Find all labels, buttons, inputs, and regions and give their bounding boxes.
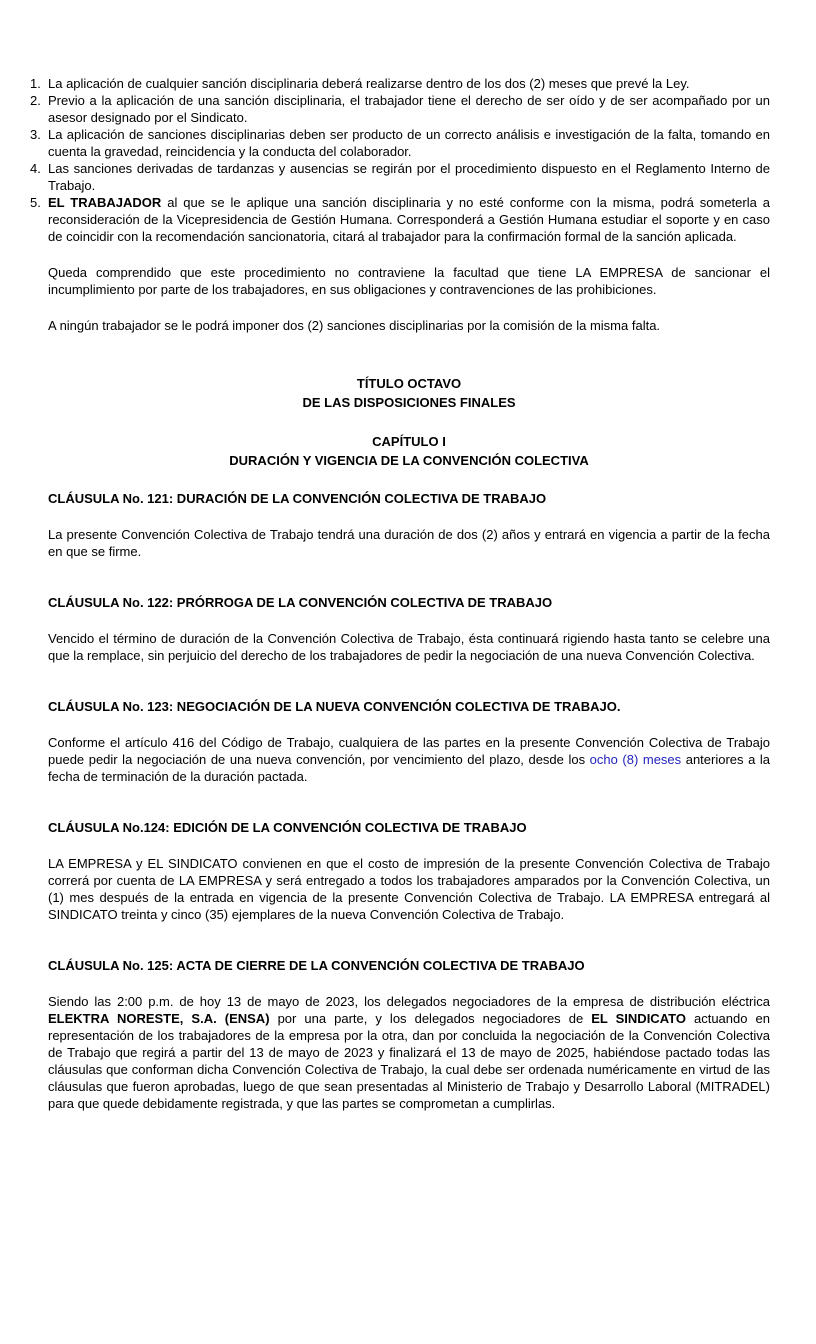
rule-number: 4.: [30, 161, 41, 176]
titulo-octavo-line2: DE LAS DISPOSICIONES FINALES: [302, 395, 516, 410]
rule-text: La aplicación de sanciones disciplinarias deben ser producto de un correcto análisis e investigación de la falta, tomando en cuenta la gravedad, reincidencia y la conducta del colaborador.: [48, 127, 770, 159]
clause-123-text-before: Conforme el artículo 416 del Código de Trabajo, cualquiera de las partes en la presente Convención Colectiva de Trabajo puede pedir la negociación de una nueva convención, por vencimiento del plazo, desde los: [48, 735, 770, 767]
clause-123-body: [48, 734, 770, 785]
rule-number: 5.: [30, 195, 41, 210]
clause-124-heading: CLÁUSULA No.124: EDICIÓN DE LA CONVENCIÓN COLECTIVA DE TRABAJO: [48, 820, 527, 835]
clause-125-heading: CLÁUSULA No. 125: ACTA DE CIERRE DE LA CONVENCIÓN COLECTIVA DE TRABAJO: [48, 958, 585, 973]
clause-122-heading: CLÁUSULA No. 122: PRÓRROGA DE LA CONVENCIÓN COLECTIVA DE TRABAJO: [48, 595, 553, 610]
clause-122-body: Vencido el término de duración de la Convención Colectiva de Trabajo, ésta continuará rigiendo hasta tanto se celebre una que la remplace, sin perjuicio del derecho de los trabajadores de pedir la negociación de una nueva Convención Colectiva.: [48, 631, 770, 663]
clause-124-body: LA EMPRESA y EL SINDICATO convienen en que el costo de impresión de la presente Convención Colectiva de Trabajo correrá por cuenta de LA EMPRESA y será entregado a todos los trabajadores amparados por la Convención Colectiva, un (1) mes después de la entrada en vigencia de la presente Convención Colectiva de Trabajo. LA EMPRESA entregará al SINDICATO treinta y cinco (35) ejemplares de la nueva Convención Colectiva de Trabajo.: [48, 856, 770, 922]
capitulo-i-line2: DURACIÓN Y VIGENCIA DE LA CONVENCIÓN COLECTIVA: [229, 453, 589, 468]
rule-text: La aplicación de cualquier sanción disciplinaria deberá realizarse dentro de los dos (2) meses que prevé la Ley.: [48, 76, 690, 91]
titulo-octavo-line1: TÍTULO OCTAVO: [356, 376, 462, 391]
clause-125-seg3: actuando en representación de los trabajadores de la empresa por la otra, dan por concluida la negociación de la Convención Colectiva de Trabajo que regirá a partir del 13 de mayo de 2023 y finalizará el 13 de mayo de 2025, habiéndose pactado todas las cláusulas que conforman dicha Convención Colectiva de Trabajo, la cual debe ser ordenada numéricamente en virtud de las cláusulas que fueron aprobadas, luego de que sean presentadas al Ministerio de Trabajo y Desarrollo Laboral (MITRADEL) para que quede debidamente registrada, y que las partes se comprometan a cumplirlas.: [48, 1011, 770, 1111]
rule-text: Previo a la aplicación de una sanción disciplinaria, el trabajador tiene el derecho de ser oído y de ser acompañado por un asesor designado por el Sindicato.: [48, 93, 770, 125]
clause-125-seg2: por una parte, y los delegados negociadores de: [269, 1011, 592, 1026]
clause-125-body: [48, 993, 770, 1112]
rule-bold-lead: EL TRABAJADOR: [48, 195, 162, 210]
rule-number: 3.: [30, 127, 41, 142]
rule-text: Las sanciones derivadas de tardanzas y ausencias se regirán por el procedimiento dispuesto en el Reglamento Interno de Trabajo.: [48, 161, 770, 193]
rule-text-rest: al que se le aplique una sanción disciplinaria y no esté conforme con la misma, podrá someterla a reconsideración de la Vicepresidencia de Gestión Humana. Corresponderá a Gestión Humana estudiar el soporte y en caso de coincidir con la recomendación sancionatoria, citará al trabajador para la confirmación formal de la sanción aplicada.: [48, 195, 770, 244]
rule-item-5: [30, 194, 770, 245]
clause-125-company-name: ELEKTRA NORESTE, S.A. (ENSA): [48, 1011, 270, 1026]
clause-121-heading: CLÁUSULA No. 121: DURACIÓN DE LA CONVENCIÓN COLECTIVA DE TRABAJO: [48, 491, 547, 506]
rule-number: 2.: [30, 93, 41, 108]
clause-123-text-after: anteriores a la fecha de terminación de la duración pactada.: [48, 752, 771, 784]
clause-121-body: La presente Convención Colectiva de Trabajo tendrá una duración de dos (2) años y entrará en vigencia a partir de la fecha en que se firme.: [48, 527, 770, 559]
rule-item-4: [30, 160, 770, 194]
paragraph-queda-comprendido: Queda comprendido que este procedimiento no contraviene la facultad que tiene LA EMPRESA de sancionar el incumplimiento por parte de los trabajadores, en sus obligaciones y contravenciones de las prohibiciones.: [48, 265, 770, 297]
disciplinary-rules-list: [30, 75, 770, 245]
heading-titulo-octavo: [48, 374, 770, 412]
rule-text: [48, 194, 770, 245]
heading-capitulo-i: [48, 432, 770, 470]
rule-item-2: [30, 92, 770, 126]
capitulo-i-line1: CAPÍTULO I: [372, 434, 446, 449]
clause-125-seg1: Siendo las 2:00 p.m. de hoy 13 de mayo de 2023, los delegados negociadores de la empresa de distribución eléctrica: [48, 994, 770, 1009]
rule-item-3: [30, 126, 770, 160]
highlighted-text-ocho-meses: ocho (8) meses: [589, 752, 682, 767]
clause-123-heading: CLÁUSULA No. 123: NEGOCIACIÓN DE LA NUEVA CONVENCIÓN COLECTIVA DE TRABAJO.: [48, 699, 621, 714]
rule-number: 1.: [30, 76, 41, 91]
paragraph-no-dos-sanciones: A ningún trabajador se le podrá imponer dos (2) sanciones disciplinarias por la comisión de la misma falta.: [48, 318, 661, 333]
clause-125-union-name: EL SINDICATO: [591, 1011, 686, 1026]
rule-item-1: [30, 75, 770, 92]
